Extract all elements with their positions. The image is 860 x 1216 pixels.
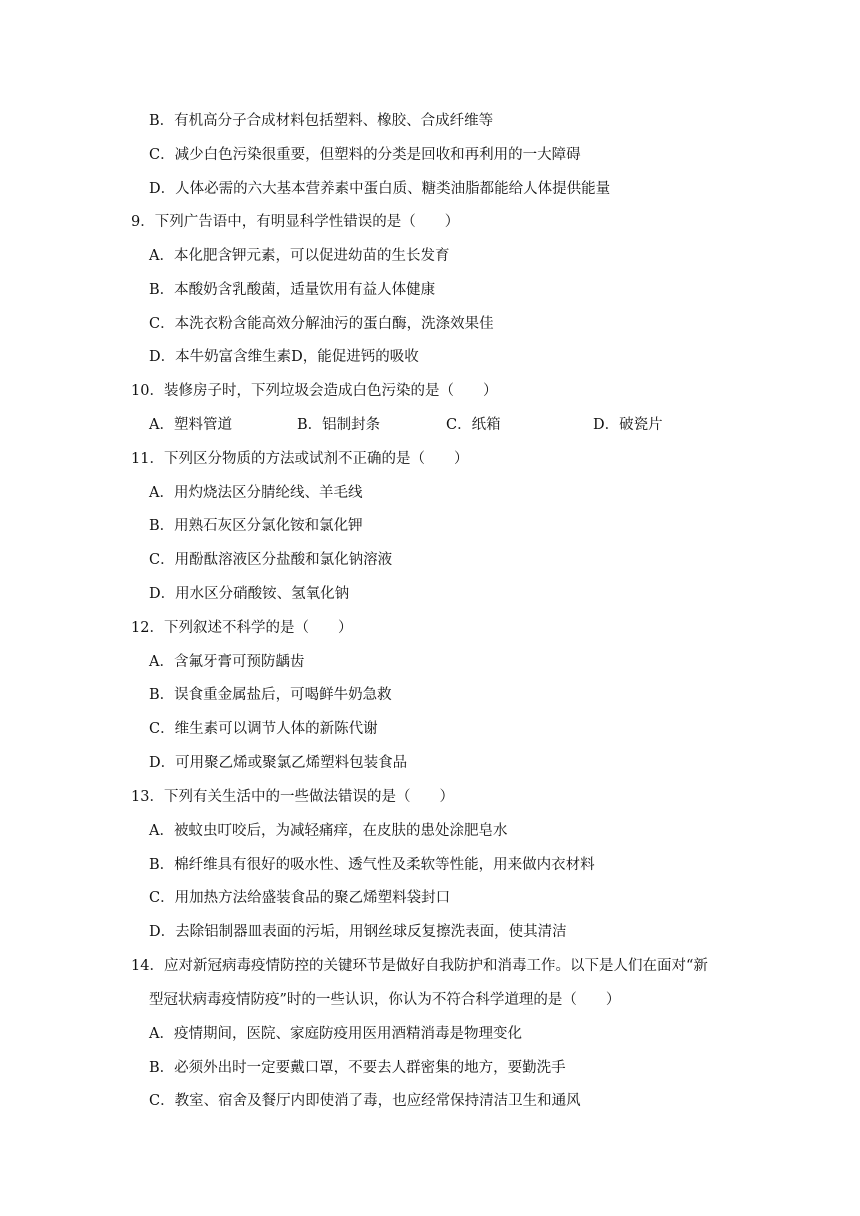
q12-option-a: A．含氟牙膏可预防龋齿 — [149, 654, 305, 670]
q13-stem: 13．下列有关生活中的一些做法错误的是（ ） — [131, 789, 454, 805]
q8-option-b: B．有机高分子合成材料包括塑料、橡胶、合成纤维等 — [149, 113, 494, 129]
q10-option-c: C．纸箱 — [446, 417, 501, 433]
q12-stem: 12．下列叙述不科学的是（ ） — [131, 620, 353, 636]
q14-option-c: C．教室、宿舍及餐厅内即使消了毒，也应经常保持清洁卫生和通风 — [149, 1093, 581, 1109]
q9-option-b: B．本酸奶含乳酸菌，适量饮用有益人体健康 — [149, 282, 436, 298]
q13-option-c: C．用加热方法给盛装食品的聚乙烯塑料袋封口 — [149, 890, 451, 906]
q11-stem: 11．下列区分物质的方法或试剂不正确的是（ ） — [131, 451, 469, 467]
q10-stem: 10．装修房子时，下列垃圾会造成白色污染的是（ ） — [131, 383, 498, 399]
q10-option-b: B．铝制封条 — [297, 417, 381, 433]
q14-option-b: B．必须外出时一定要戴口罩，不要去人群密集的地方，要勤洗手 — [149, 1060, 566, 1076]
q13-option-d: D．去除铝制器皿表面的污垢，用钢丝球反复擦洗表面，使其清洁 — [149, 924, 567, 940]
q11-option-a: A．用灼烧法区分腈纶线、羊毛线 — [149, 485, 363, 501]
q11-option-c: C．用酚酞溶液区分盐酸和氯化钠溶液 — [149, 552, 393, 568]
q10-option-d: D．破瓷片 — [593, 417, 663, 433]
q14-stem: 14．应对新冠病毒疫情防控的关键环节是做好自我防护和消毒工作。以下是人们在面对“新 — [131, 958, 708, 974]
q14-option-a: A．疫情期间，医院、家庭防疫用医用酒精消毒是物理变化 — [149, 1026, 522, 1042]
q11-option-b: B．用熟石灰区分氯化铵和氯化钾 — [149, 518, 363, 534]
q9-stem: 9．下列广告语中，有明显科学性错误的是（ ） — [131, 214, 460, 230]
q11-option-d: D．用水区分硝酸铵、氢氧化钠 — [149, 586, 350, 602]
q13-option-a: A．被蚊虫叮咬后，为减轻痛痒，在皮肤的患处涂肥皂水 — [149, 823, 508, 839]
q9-option-c: C．本洗衣粉含能高效分解油污的蛋白酶，洗涤效果佳 — [149, 316, 494, 332]
q12-option-b: B．误食重金属盐后，可喝鲜牛奶急救 — [149, 687, 392, 703]
q12-option-d: D．可用聚乙烯或聚氯乙烯塑料包装食品 — [149, 755, 408, 771]
q10-options-row — [0, 415, 860, 435]
q9-option-d: D．本牛奶富含维生素D，能促进钙的吸收 — [149, 349, 419, 365]
q13-option-b: B．棉纤维具有很好的吸水性、透气性及柔软等性能，用来做内衣材料 — [149, 857, 595, 873]
q10-option-a: A．塑料管道 — [149, 417, 232, 433]
q12-option-c: C．维生素可以调节人体的新陈代谢 — [149, 721, 378, 737]
q9-option-a: A．本化肥含钾元素，可以促进幼苗的生长发育 — [149, 248, 450, 264]
q14-stem-continued: 型冠状病毒疫情防疫”时的一些认识，你认为不符合科学道理的是（ ） — [149, 992, 621, 1008]
q8-option-d: D．人体必需的六大基本营养素中蛋白质、糖类油脂都能给人体提供能量 — [149, 181, 611, 197]
q8-option-c: C．减少白色污染很重要，但塑料的分类是回收和再利用的一大障碍 — [149, 147, 581, 163]
